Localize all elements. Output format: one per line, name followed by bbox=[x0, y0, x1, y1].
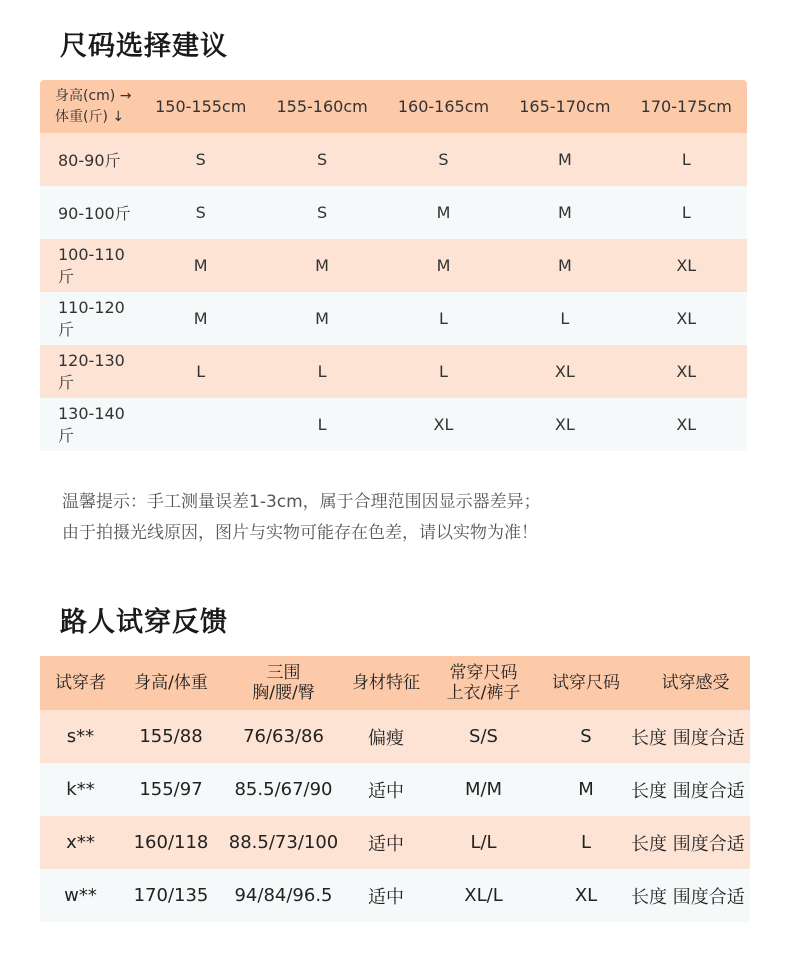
size-cell: XL bbox=[554, 415, 575, 434]
size-cell: M bbox=[557, 150, 572, 169]
tried-size-cell: S bbox=[580, 726, 592, 747]
size-cell: XL bbox=[676, 362, 697, 381]
usual-size-cell: S/S bbox=[469, 726, 498, 747]
height-column-header: 170-175cm bbox=[640, 97, 732, 116]
height-column-header: 150-155cm bbox=[155, 97, 247, 116]
size-chart-row bbox=[40, 292, 747, 345]
size-chart-corner-cell bbox=[40, 80, 140, 133]
measurements-cell: 94/84/96.5 bbox=[234, 885, 333, 906]
body-type-cell: 适中 bbox=[368, 833, 404, 855]
size-cell: XL bbox=[676, 309, 697, 328]
measurements-cell: 85.5/67/90 bbox=[234, 779, 333, 800]
size-chart-row bbox=[40, 239, 747, 292]
try-on-feedback-table bbox=[40, 656, 750, 922]
usual-size-cell: XL/L bbox=[464, 885, 503, 906]
size-cell: M bbox=[193, 256, 208, 275]
body-type-cell: 适中 bbox=[368, 886, 404, 908]
tip-line: 温馨提示：手工测量误差1-3cm，属于合理范围因显示器差异； bbox=[62, 492, 541, 512]
measurements-header-bottom: 胸/腰/臀 bbox=[252, 683, 315, 703]
size-cell: M bbox=[436, 203, 451, 222]
usual-size-header-top: 常穿尺码 bbox=[449, 663, 518, 683]
size-cell: L bbox=[560, 309, 570, 328]
size-chart-row bbox=[40, 345, 747, 398]
feeling-cell: 长度 围度合适 bbox=[631, 833, 745, 855]
feeling-cell: 长度 围度合适 bbox=[631, 727, 745, 749]
size-cell: M bbox=[557, 203, 572, 222]
size-chart-row bbox=[40, 398, 747, 451]
size-cell: M bbox=[193, 309, 208, 328]
feedback-row bbox=[40, 763, 750, 816]
weight-row-header: 80-90斤 bbox=[58, 151, 121, 170]
size-cell: L bbox=[196, 362, 206, 381]
size-cell: L bbox=[439, 309, 448, 328]
size-tip-note bbox=[62, 487, 541, 549]
height-weight-cell: 170/135 bbox=[133, 885, 209, 906]
feeling-column-header: 试穿感受 bbox=[661, 673, 730, 693]
height-weight-column-header: 身高/体重 bbox=[134, 673, 208, 693]
tip-line: 由于拍摄光线原因，图片与实物可能存在色差，请以实物为准！ bbox=[62, 523, 538, 543]
feeling-cell: 长度 围度合适 bbox=[631, 780, 745, 802]
measurements-cell: 88.5/73/100 bbox=[228, 832, 339, 853]
body-type-column-header: 身材特征 bbox=[352, 673, 420, 693]
size-cell: S bbox=[195, 203, 206, 222]
measurements-column-header bbox=[221, 656, 346, 710]
try-on-feedback-title: 路人试穿反馈 bbox=[60, 607, 228, 638]
weight-row-header: 130-140斤 bbox=[58, 403, 125, 445]
weight-row-header: 90-100斤 bbox=[58, 204, 131, 223]
body-type-cell: 偏瘦 bbox=[368, 727, 404, 749]
size-cell: XL bbox=[433, 415, 454, 434]
size-cell: XL bbox=[676, 256, 697, 275]
feedback-row bbox=[40, 816, 750, 869]
tried-size-cell: M bbox=[578, 779, 594, 800]
height-column-header: 165-170cm bbox=[519, 97, 611, 116]
tester-cell: s** bbox=[66, 726, 95, 747]
usual-size-cell: M/M bbox=[464, 779, 503, 800]
weight-row-header: 120-130斤 bbox=[58, 350, 125, 392]
size-cell: M bbox=[436, 256, 451, 275]
usual-size-column-header bbox=[426, 656, 541, 710]
size-cell: M bbox=[315, 256, 329, 275]
size-cell: XL bbox=[676, 415, 697, 434]
size-cell: L bbox=[681, 150, 691, 169]
size-chart-table bbox=[40, 80, 747, 451]
height-weight-cell: 155/88 bbox=[139, 726, 203, 747]
size-chart-row bbox=[40, 186, 747, 239]
body-type-cell: 适中 bbox=[368, 780, 404, 802]
feeling-cell: 长度 围度合适 bbox=[631, 886, 745, 908]
height-column-header: 160-165cm bbox=[397, 97, 490, 116]
size-cell: S bbox=[317, 150, 328, 169]
height-column-header: 155-160cm bbox=[276, 97, 368, 116]
tester-cell: w** bbox=[64, 885, 97, 906]
feedback-header-row bbox=[40, 656, 750, 710]
tester-cell: k** bbox=[66, 779, 95, 800]
feedback-row bbox=[40, 869, 750, 922]
size-chart-header-row bbox=[40, 80, 747, 133]
measurements-header-top: 三围 bbox=[266, 663, 301, 683]
usual-size-cell: L/L bbox=[470, 832, 497, 853]
size-cell: S bbox=[438, 150, 449, 169]
height-weight-cell: 160/118 bbox=[133, 832, 209, 853]
measurements-cell: 76/63/86 bbox=[243, 726, 324, 747]
tester-cell: x** bbox=[66, 832, 95, 853]
size-cell: L bbox=[681, 203, 691, 222]
size-cell: M bbox=[557, 256, 572, 275]
size-cell: L bbox=[317, 362, 327, 381]
size-cell: L bbox=[439, 362, 448, 381]
size-cell: L bbox=[317, 415, 327, 434]
weight-axis-label: 体重(斤) ↓ bbox=[55, 108, 125, 125]
size-cell bbox=[140, 398, 261, 451]
tried-size-column-header: 试穿尺码 bbox=[552, 673, 620, 693]
height-axis-label: 身高(cm) → bbox=[55, 87, 132, 104]
height-weight-cell: 155/97 bbox=[139, 779, 203, 800]
feedback-row bbox=[40, 710, 750, 763]
size-cell: S bbox=[195, 150, 206, 169]
size-cell: S bbox=[317, 203, 328, 222]
weight-row-header: 110-120斤 bbox=[58, 297, 125, 339]
size-cell: XL bbox=[554, 362, 575, 381]
tried-size-cell: L bbox=[580, 832, 592, 853]
tried-size-cell: XL bbox=[574, 885, 598, 906]
size-cell: M bbox=[315, 309, 329, 328]
weight-row-header: 100-110斤 bbox=[58, 244, 125, 286]
usual-size-header-bottom: 上衣/裤子 bbox=[446, 683, 521, 703]
size-guide-title: 尺码选择建议 bbox=[60, 31, 228, 62]
size-chart-row bbox=[40, 133, 747, 186]
tester-column-header: 试穿者 bbox=[55, 673, 106, 693]
